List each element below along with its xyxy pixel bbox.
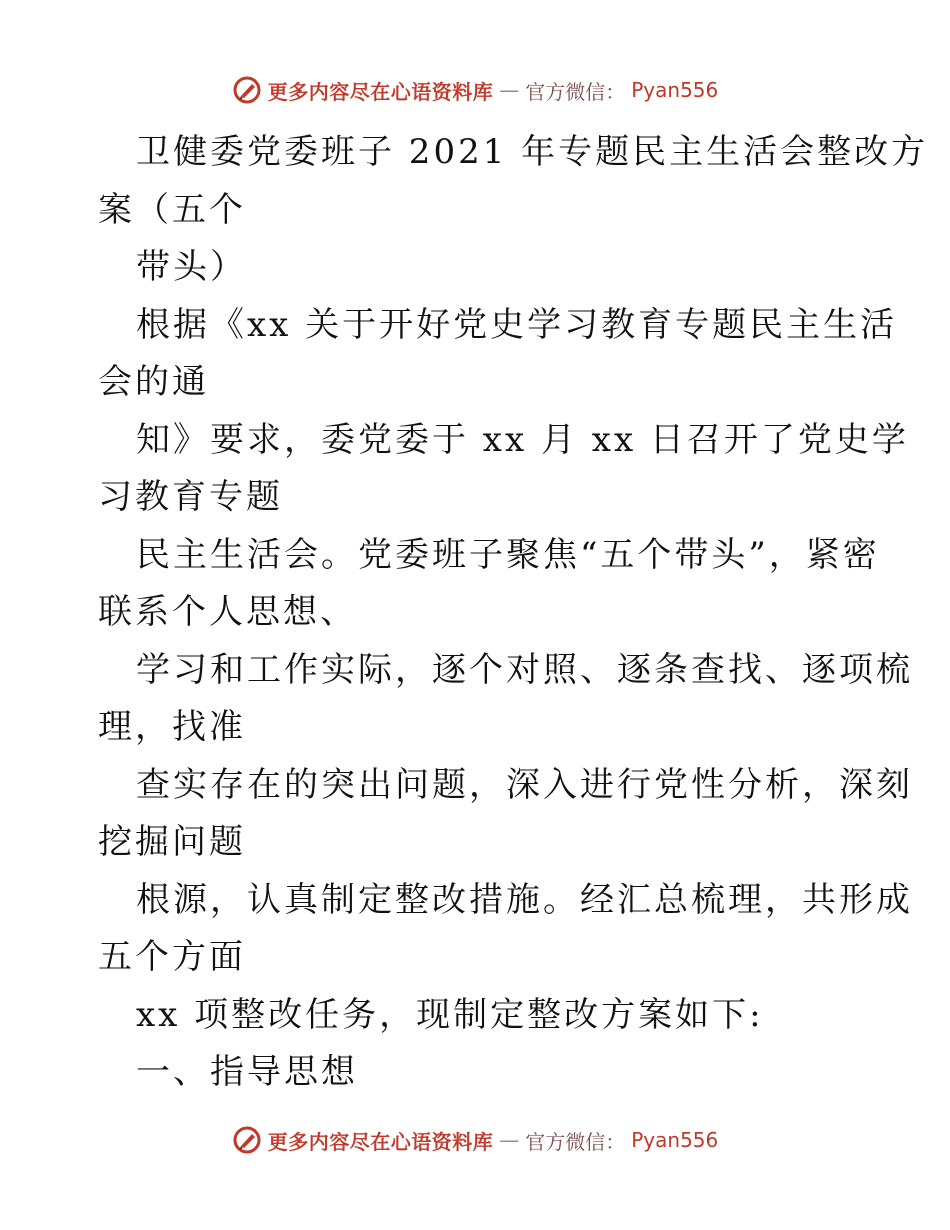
watermark-banner-top bbox=[0, 70, 950, 110]
doc-line: 根源，认真制定整改措施。经汇总梳理，共形成 bbox=[136, 879, 913, 920]
watermark-main-text: 更多内容尽在心语资料库 bbox=[267, 1129, 494, 1154]
document-body bbox=[98, 124, 929, 1102]
pen-logo-icon bbox=[232, 1125, 262, 1155]
watermark-wechat-label: 官方微信： bbox=[525, 79, 626, 104]
watermark-separator: — bbox=[499, 1128, 520, 1152]
section-heading: 一、指导思想 bbox=[136, 1052, 358, 1092]
doc-line: 民主生活会。党委班子聚焦“五个带头”，紧密 bbox=[136, 534, 880, 575]
doc-line: 知》要求，委党委于 xx 月 xx 日召开了党史学 bbox=[136, 419, 909, 460]
doc-title-line: 卫健委党委班子 2021 年专题民主生活会整改方 bbox=[136, 132, 929, 172]
doc-line: xx 项整改任务，现制定整改方案如下: bbox=[136, 994, 764, 1035]
doc-line: 挖掘问题 bbox=[98, 822, 246, 862]
doc-line: 学习和工作实际，逐个对照、逐条查找、逐项梳 bbox=[136, 649, 913, 690]
doc-line: 联系个人思想、 bbox=[98, 592, 357, 632]
watermark-wechat-label: 官方微信： bbox=[525, 1129, 626, 1154]
doc-line: 根据《xx 关于开好党史学习教育专题民主生活 bbox=[136, 304, 898, 345]
watermark-banner-bottom bbox=[0, 1120, 950, 1160]
doc-line: 习教育专题 bbox=[98, 477, 283, 517]
watermark-wechat-id: Pyan556 bbox=[631, 1128, 719, 1152]
watermark-main-text: 更多内容尽在心语资料库 bbox=[267, 79, 494, 104]
doc-line: 理，找准 bbox=[98, 707, 246, 747]
doc-line: 会的通 bbox=[98, 362, 209, 402]
watermark-separator: — bbox=[499, 78, 520, 102]
doc-line: 带头） bbox=[136, 247, 247, 287]
doc-line: 案（五个 bbox=[98, 189, 246, 230]
pen-logo-icon bbox=[232, 75, 262, 105]
doc-line: 五个方面 bbox=[98, 937, 246, 977]
watermark-wechat-id: Pyan556 bbox=[631, 78, 719, 102]
doc-line: 查实存在的突出问题，深入进行党性分析，深刻 bbox=[136, 764, 913, 805]
